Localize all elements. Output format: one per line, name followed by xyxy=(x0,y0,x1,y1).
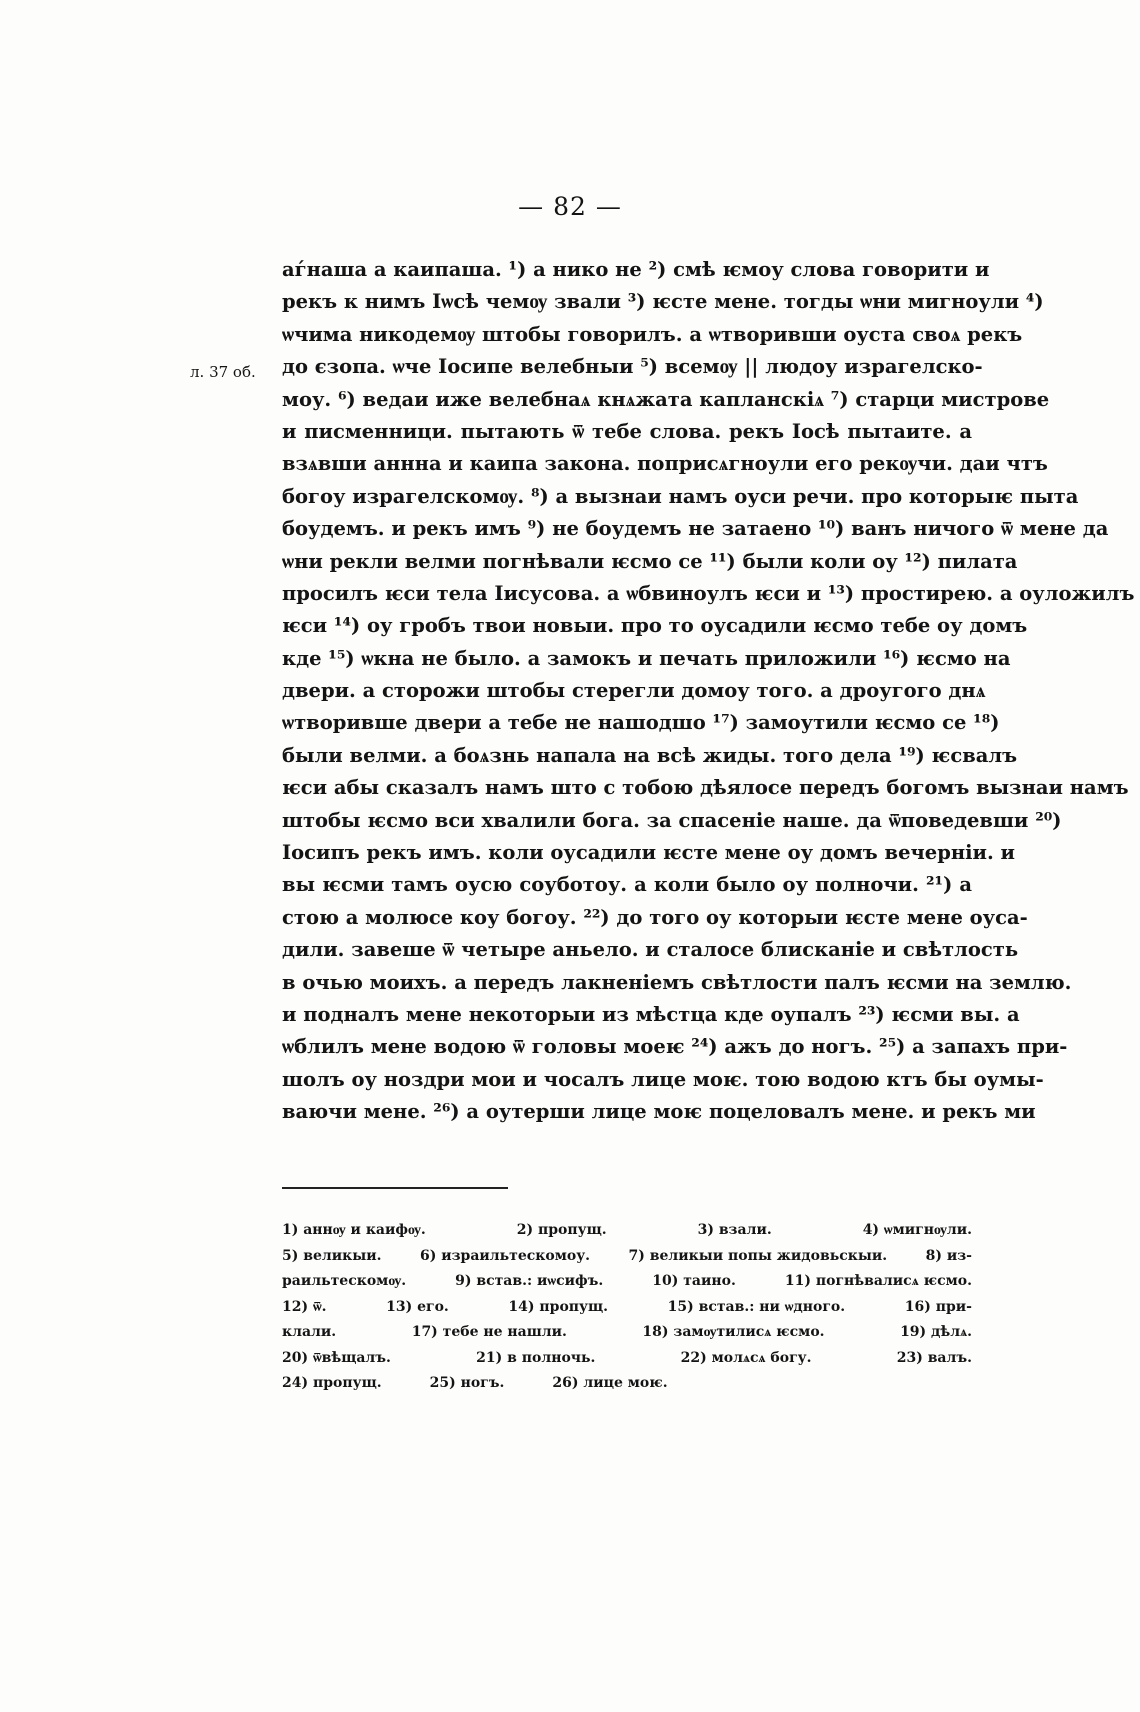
footnote: 22) молѧсѧ богу. xyxy=(680,1349,812,1366)
text-line: рекъ к нимъ Іѡсѣ чемѹ звали ³) ѥсте мене. тогды ѡни мигноули ⁴) xyxy=(282,290,1044,314)
text-line: ѥси абы сказалъ намъ што с тобою дѣялосе передъ богомъ вызнаи намъ xyxy=(282,776,1129,800)
footnote: 5) великыи. xyxy=(282,1247,382,1264)
footnote: 18) замѹтилисѧ ѥсмо. xyxy=(642,1324,825,1340)
footnote-row xyxy=(282,1218,972,1244)
text-line: штобы ѥсмо вси хвалили бога. за спасеніе наше. да ѿповедевши ²⁰) xyxy=(282,808,1062,832)
footnote-rule xyxy=(282,1187,508,1189)
text-line: в очью моихъ. а передъ лакненіемъ свѣтлости палъ ѥсми на землю. xyxy=(282,970,1072,994)
text-line: шолъ оу ноздри мои и чосалъ лице моѥ. тою водою ктъ бы оумы- xyxy=(282,1067,1044,1091)
text-line: кде ¹⁵) ѡкна не было. а замокъ и печать приложили ¹⁶) ѥсмо на xyxy=(282,646,1011,670)
footnote: 14) пропущ. xyxy=(508,1298,609,1315)
text-line: Іосипъ рекъ имъ. коли оусадили ѥсте мене оу домъ вечерніи. и xyxy=(282,841,1016,865)
footnote: клали. xyxy=(282,1324,337,1340)
text-line: вы ѥсми тамъ оусю соуботоу. а коли было оу полночи. ²¹) а xyxy=(282,873,972,897)
footnote: 15) встав.: ни ѡдного. xyxy=(667,1298,846,1315)
footnote: 12) ѿ. xyxy=(282,1298,327,1315)
footnote: 10) таино. xyxy=(652,1273,736,1289)
text-line: и писменници. пытають ѿ тебе слова. рекъ Іосѣ пытаите. а xyxy=(282,419,972,443)
footnote: 23) валъ. xyxy=(896,1349,972,1366)
text-line: ѡтворивше двери а тебе не нашодшо ¹⁷) замоутили ѥсмо се ¹⁸) xyxy=(282,711,1000,735)
text-line: аѓнаша а каипаша. ¹) а нико не ²) смѣ ѥмоу слова говорити и xyxy=(282,258,990,281)
footnote-row xyxy=(282,1295,972,1321)
text-line: и подналъ мене некоторыи из мѣстца кде оупалъ ²³) ѥсми вы. а xyxy=(282,1002,1020,1026)
footnote: 1) аннѹ и каифѹ. xyxy=(282,1222,426,1238)
text-line: боудемъ. и рекъ имъ ⁹) не боудемъ не затаено ¹⁰) ванъ ничого ѿ мене да xyxy=(282,517,1109,541)
text-line: взѧвши аннна и каипа закона. поприсѧгноули его рекѹчи. даи чтъ xyxy=(282,452,1048,476)
footnote: 7) великыи попы жидовьскыи. xyxy=(628,1247,888,1264)
footnote-row xyxy=(282,1371,972,1397)
footnote: раильтескомѹ. xyxy=(282,1273,407,1289)
footnote: 20) ѿвѣщалъ. xyxy=(282,1349,391,1366)
footnote: 9) встав.: иѡсифъ. xyxy=(455,1273,604,1289)
text-line: просилъ ѥси тела Іисусова. а ѡбвиноулъ ѥси и ¹³) простирею. а оуложилъ xyxy=(282,581,1135,605)
footnote: 26) лице моѥ. xyxy=(552,1375,668,1391)
text-line: ѡблилъ мене водою ѿ головы моеѥ ²⁴) ажъ до ногъ. ²⁵) а запахъ при- xyxy=(282,1035,1068,1059)
text-line: стою а молюсе коу богоу. ²²) до того оу которыи ѥсте мене оуса- xyxy=(282,905,1028,929)
footnote: 25) ногъ. xyxy=(429,1375,505,1391)
text-line: ѥси ¹⁴) оу гробъ твои новыи. про то оусадили ѥсмо тебе оу домъ xyxy=(282,614,1028,638)
text-line: ѡни рекли велми погнѣвали ѥсмо се ¹¹) были коли оу ¹²) пилата xyxy=(282,549,1018,573)
footnote-row xyxy=(282,1346,972,1372)
footnote: 21) в полночь. xyxy=(476,1349,596,1366)
footnotes xyxy=(282,1218,972,1397)
text-line: ваючи мене. ²⁶) а оутерши лице моѥ поцеловалъ мене. и рекъ ми xyxy=(282,1100,1036,1124)
text-line: богоу израгелскомѹ. ⁸) а вызнаи намъ оуси речи. про которыѥ пыта xyxy=(282,484,1079,508)
text-line: до єзопа. ѡче Іосипе велебныи ⁵) всемѹ || людоу израгелско- xyxy=(282,355,983,379)
footnote-row xyxy=(282,1244,972,1270)
footnote: 2) пропущ. xyxy=(516,1222,607,1238)
footnote: 3) взали. xyxy=(697,1222,772,1238)
text-line: дили. завеше ѿ четыре аньело. и сталосе блисканіе и свѣтлость xyxy=(282,938,1019,962)
page-number: — 82 — xyxy=(518,192,622,221)
footnote: 13) его. xyxy=(386,1298,449,1315)
footnote: 4) ѡмигнѹли. xyxy=(862,1222,972,1238)
text-line: двери. а сторожи штобы стерегли домоу того. а дроугого днѧ xyxy=(282,679,986,703)
footnote-row xyxy=(282,1269,972,1295)
footnote-row xyxy=(282,1320,972,1346)
margin-note: л. 37 об. xyxy=(190,363,256,381)
footnote: 19) дѣлѧ. xyxy=(900,1324,972,1340)
text-line: ѡчима никодемѹ штобы говорилъ. а ѡтворивши оуста своѧ рекъ xyxy=(282,322,1023,346)
footnote: 8) из- xyxy=(925,1247,972,1264)
footnote: 6) израильтескомоу. xyxy=(419,1247,591,1264)
footnote: 11) погнѣвалисѧ ѥсмо. xyxy=(784,1273,972,1289)
main-text xyxy=(282,254,1135,1129)
text-line: моу. ⁶) ведаи иже велебнаѧ кнѧжата капланскіѧ ⁷) старци мистрове xyxy=(282,387,1050,411)
text-line: были велми. а боѧзнь напала на всѣ жиды. того дела ¹⁹) ѥсвалъ xyxy=(282,743,1018,767)
footnote: 16) при- xyxy=(904,1298,972,1315)
footnote: 17) тебе не нашли. xyxy=(411,1324,567,1340)
footnote: 24) пропущ. xyxy=(282,1375,382,1391)
